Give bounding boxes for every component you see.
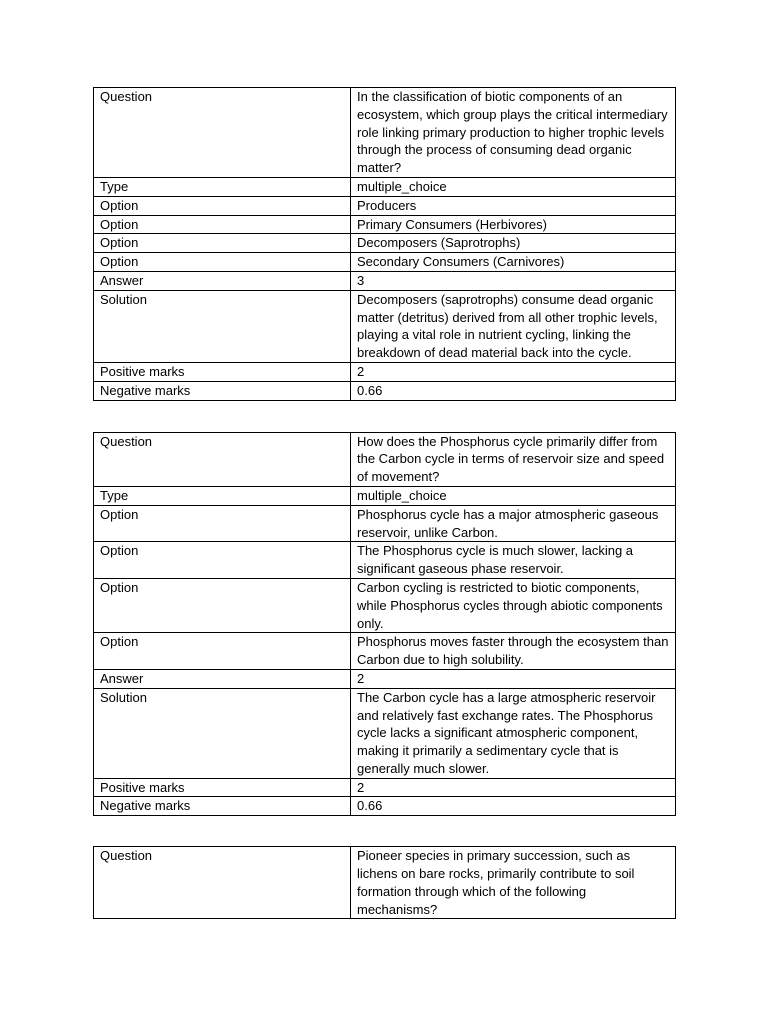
table-row (94, 215, 676, 234)
row-label: Positive marks (94, 362, 351, 381)
table-row (94, 797, 676, 816)
question-text: In the classification of biotic components of an ecosystem, which group plays the critical intermediary role linking primary production to higher trophic levels through the process of consuming dead organic matter? (351, 88, 676, 178)
question-table-1 (93, 87, 676, 401)
row-label: Option (94, 578, 351, 632)
row-label: Answer (94, 669, 351, 688)
negative-marks-value: 0.66 (351, 381, 676, 400)
table-row (94, 542, 676, 579)
table-row (94, 234, 676, 253)
row-label: Type (94, 486, 351, 505)
table-row (94, 505, 676, 542)
table-row (94, 196, 676, 215)
option-value: The Phosphorus cycle is much slower, lacking a significant gaseous phase reservoir. (351, 542, 676, 579)
row-label: Option (94, 196, 351, 215)
table-row (94, 578, 676, 632)
option-value: Decomposers (Saprotrophs) (351, 234, 676, 253)
positive-marks-value: 2 (351, 778, 676, 797)
table-row (94, 271, 676, 290)
table-row (94, 669, 676, 688)
table-row (94, 778, 676, 797)
row-label: Positive marks (94, 778, 351, 797)
row-label: Question (94, 432, 351, 486)
table-row (94, 381, 676, 400)
row-label: Solution (94, 688, 351, 778)
row-label: Option (94, 234, 351, 253)
solution-text: Decomposers (saprotrophs) consume dead organic matter (detritus) derived from all other trophic levels, playing a vital role in nutrient cycling, linking the breakdown of dead material back into the cycle. (351, 290, 676, 362)
question-table-3 (93, 846, 676, 919)
solution-text: The Carbon cycle has a large atmospheric reservoir and relatively fast exchange rates. The Phosphorus cycle lacks a significant atmospheric component, making it primarily a sedimentary cycle that is generally much slower. (351, 688, 676, 778)
table-row (94, 688, 676, 778)
answer-value: 3 (351, 271, 676, 290)
type-value: multiple_choice (351, 486, 676, 505)
row-label: Option (94, 215, 351, 234)
question-text: Pioneer species in primary succession, such as lichens on bare rocks, primarily contribute to soil formation through which of the following mechanisms? (351, 847, 676, 919)
option-value: Carbon cycling is restricted to biotic components, while Phosphorus cycles through abiotic components only. (351, 578, 676, 632)
row-label: Option (94, 633, 351, 670)
document-page (93, 87, 675, 919)
row-label: Question (94, 847, 351, 919)
question-text: How does the Phosphorus cycle primarily differ from the Carbon cycle in terms of reservoir size and speed of movement? (351, 432, 676, 486)
question-table-2 (93, 432, 676, 817)
row-label: Type (94, 177, 351, 196)
option-value: Phosphorus cycle has a major atmospheric gaseous reservoir, unlike Carbon. (351, 505, 676, 542)
answer-value: 2 (351, 669, 676, 688)
table-row (94, 253, 676, 272)
type-value: multiple_choice (351, 177, 676, 196)
table-row (94, 486, 676, 505)
option-value: Producers (351, 196, 676, 215)
table-row (94, 290, 676, 362)
table-row (94, 847, 676, 919)
table-row (94, 177, 676, 196)
table-row (94, 432, 676, 486)
negative-marks-value: 0.66 (351, 797, 676, 816)
row-label: Answer (94, 271, 351, 290)
table-row (94, 362, 676, 381)
row-label: Option (94, 542, 351, 579)
row-label: Solution (94, 290, 351, 362)
table-row (94, 633, 676, 670)
table-row (94, 88, 676, 178)
positive-marks-value: 2 (351, 362, 676, 381)
option-value: Phosphorus moves faster through the ecosystem than Carbon due to high solubility. (351, 633, 676, 670)
row-label: Option (94, 505, 351, 542)
row-label: Question (94, 88, 351, 178)
option-value: Secondary Consumers (Carnivores) (351, 253, 676, 272)
option-value: Primary Consumers (Herbivores) (351, 215, 676, 234)
row-label: Negative marks (94, 381, 351, 400)
row-label: Option (94, 253, 351, 272)
row-label: Negative marks (94, 797, 351, 816)
